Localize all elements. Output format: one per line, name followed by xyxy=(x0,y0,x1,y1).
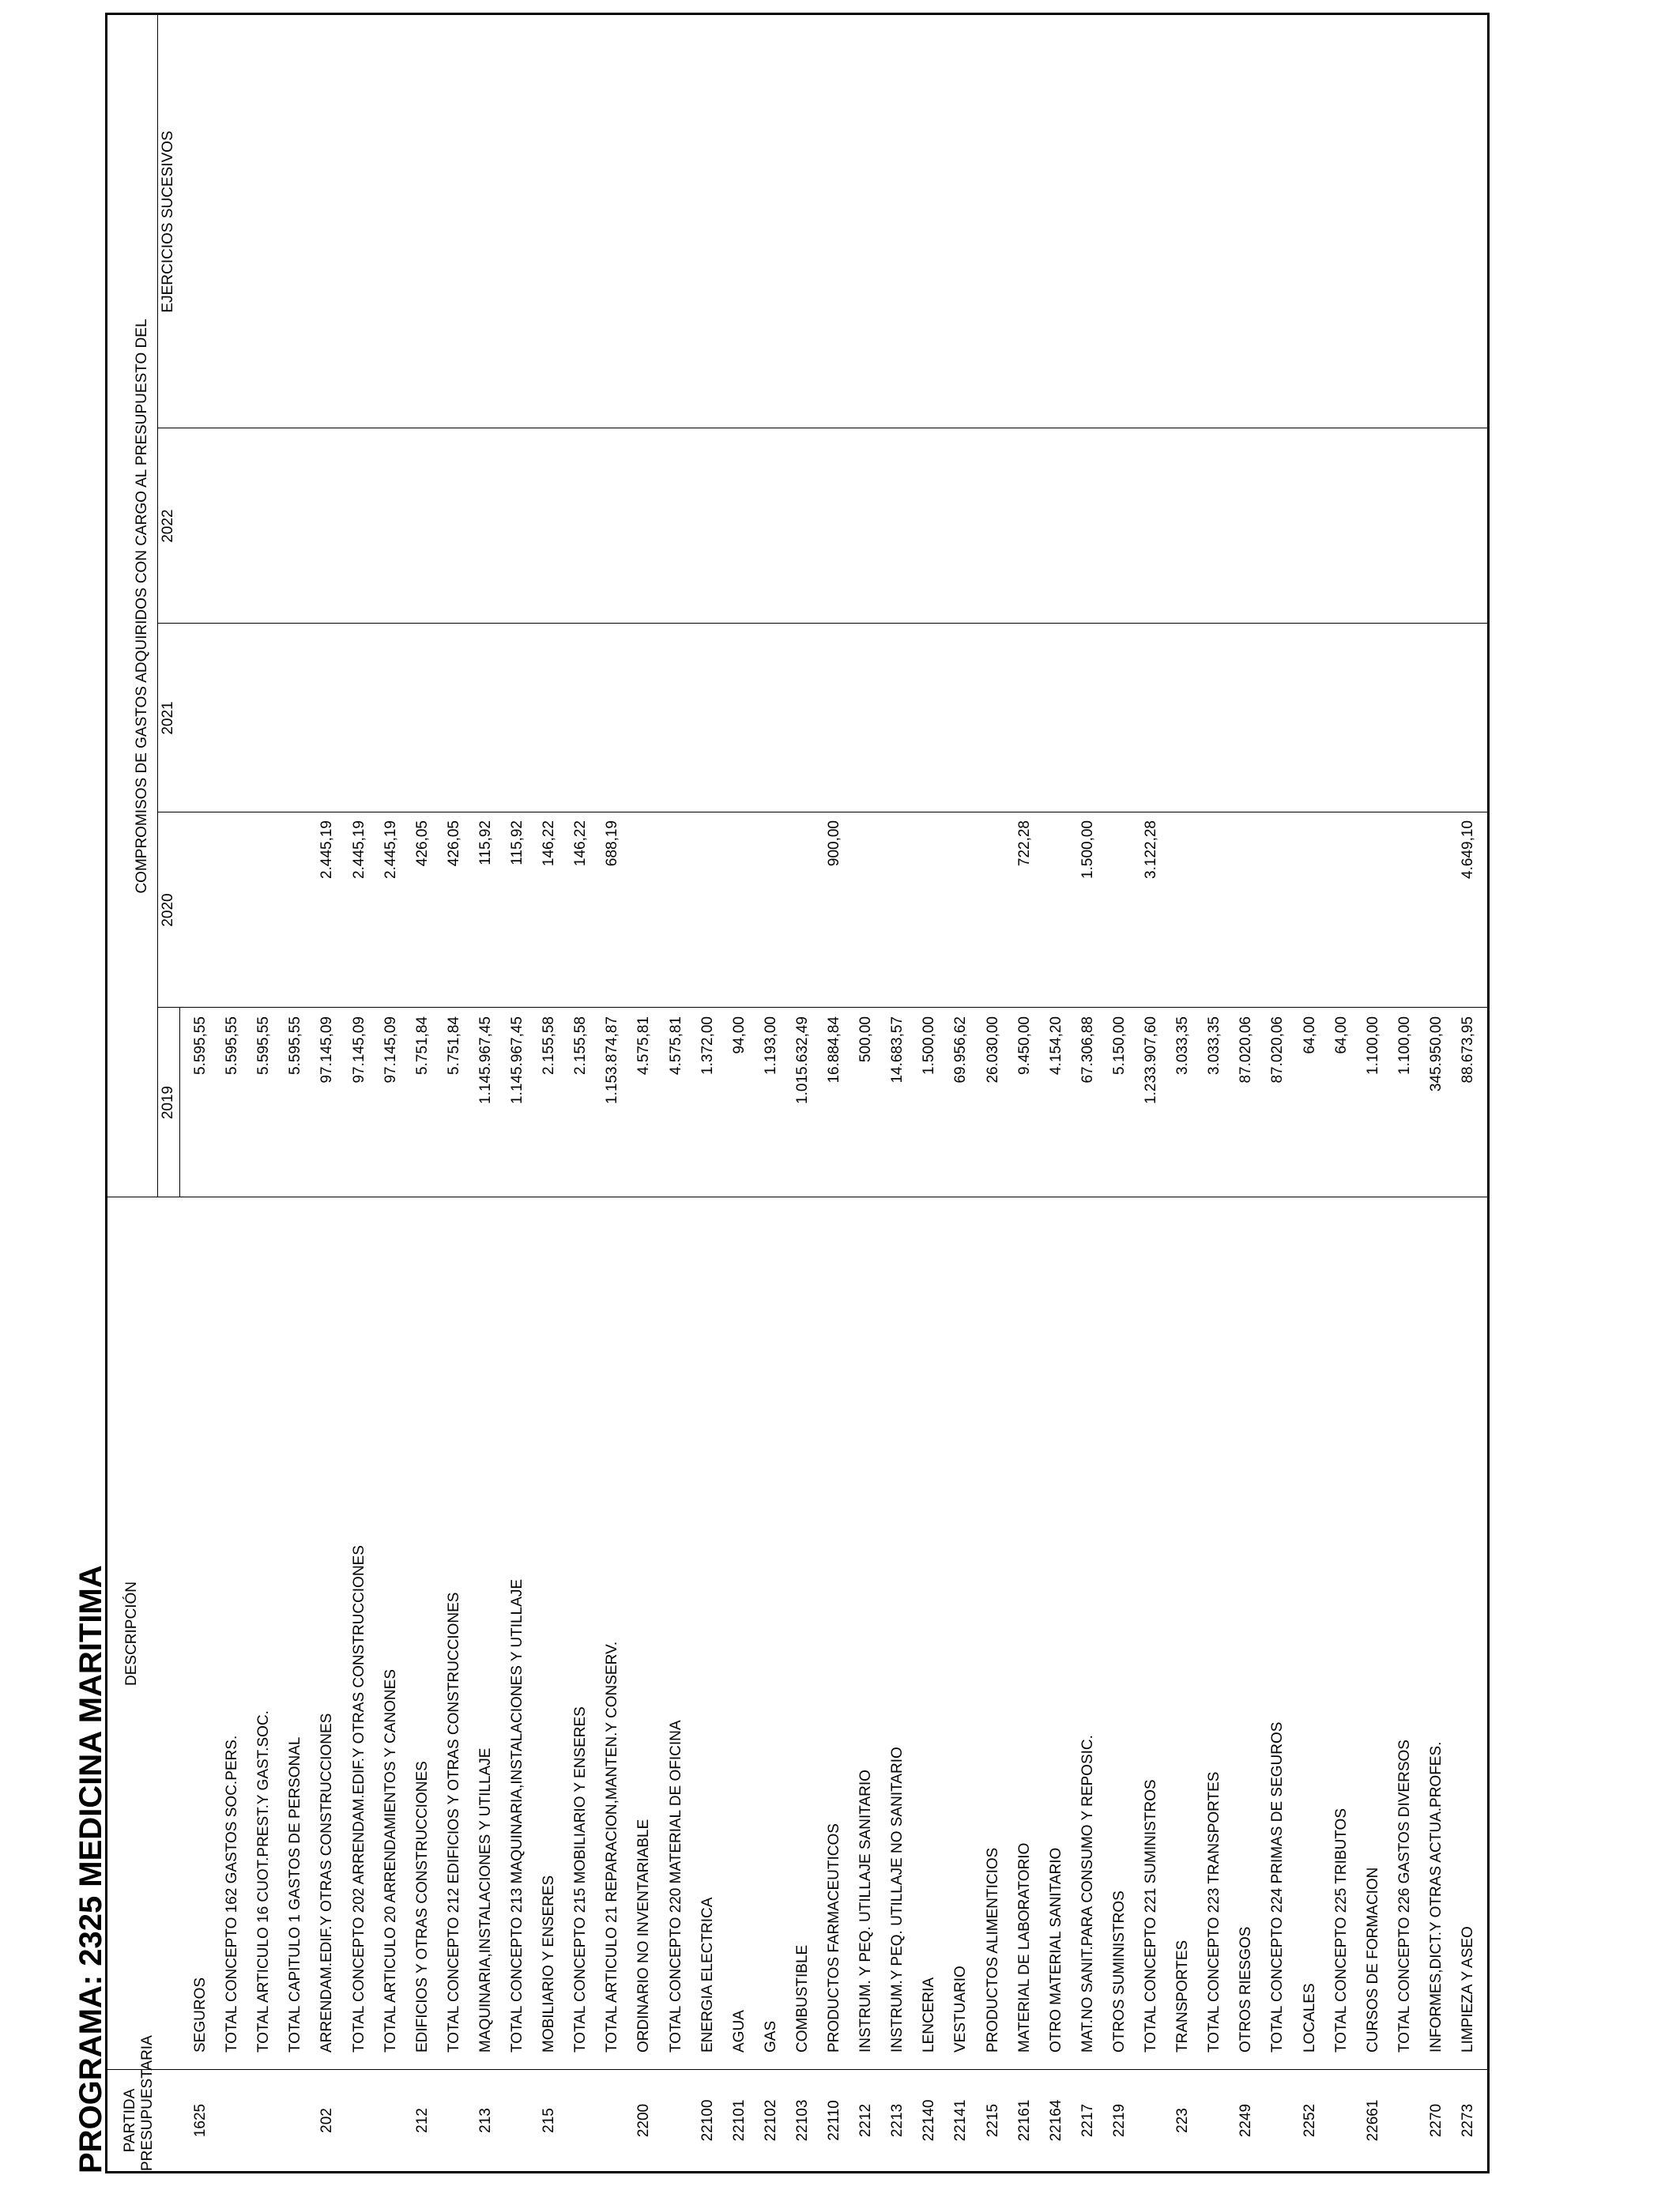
year-header-2020: 2020 xyxy=(160,893,176,927)
descripcion-header: DESCRIPCIÓN xyxy=(123,1581,140,1686)
description-cell: TOTAL ARTICULO 16 CUOT.PREST.Y GAST.SOC. xyxy=(255,1710,273,2053)
amount-2019-cell: 4.575,81 xyxy=(635,1016,653,1075)
amount-2019-cell: 87.020,06 xyxy=(1269,1016,1286,1084)
description-cell: LENCERIA xyxy=(921,1977,938,2053)
amount-2019-cell: 4.154,20 xyxy=(1047,1016,1064,1075)
description-cell: TOTAL ARTICULO 20 ARRENDAMIENTOS Y CANONES xyxy=(382,1669,399,2053)
partida-header-line2: PRESUPUESTARIA xyxy=(139,2035,156,2171)
description-cell: TOTAL CAPITULO 1 GASTOS DE PERSONAL xyxy=(287,1736,304,2053)
compromisos-header-divider xyxy=(157,15,158,1197)
amount-2019-cell: 16.884,84 xyxy=(826,1016,842,1084)
table-row xyxy=(878,15,910,2171)
amount-2019-cell: 1.145.967,45 xyxy=(477,1016,494,1104)
description-cell: OTRO MATERIAL SANITARIO xyxy=(1047,1847,1064,2053)
description-cell: TOTAL CONCEPTO 225 TRIBUTOS xyxy=(1332,1808,1350,2053)
amount-2019-cell: 64,00 xyxy=(1301,1016,1318,1054)
amount-2020-cell: 4.649,10 xyxy=(1460,820,1476,879)
amount-2019-cell: 1.233.907,60 xyxy=(1143,1016,1159,1104)
amount-2020-cell: 2.445,19 xyxy=(350,820,367,879)
table-row xyxy=(974,15,1005,2171)
partida-cell: 2217 xyxy=(1079,2103,1096,2138)
amount-2019-cell: 67.306,88 xyxy=(1079,1016,1096,1084)
description-cell: OTROS RIESGOS xyxy=(1237,1926,1255,2053)
amount-2019-cell: 87.020,06 xyxy=(1237,1016,1255,1084)
partida-cell: 213 xyxy=(477,2108,494,2133)
description-cell: TOTAL CONCEPTO 224 PRIMAS DE SEGUROS xyxy=(1269,1721,1286,2053)
table-row xyxy=(1068,15,1100,2171)
table-row xyxy=(466,15,498,2171)
partida-cell: 202 xyxy=(318,2108,336,2133)
amount-2019-cell: 5.595,55 xyxy=(224,1016,241,1075)
table-row xyxy=(1163,15,1195,2171)
amount-2019-cell: 88.673,95 xyxy=(1460,1016,1476,1084)
amount-2019-cell: 1.153.874,87 xyxy=(604,1016,621,1104)
partida-cell: 2270 xyxy=(1427,2103,1445,2138)
amount-2019-cell: 97.145,09 xyxy=(318,1016,336,1084)
partida-header xyxy=(122,2035,156,2171)
table-row xyxy=(1290,15,1322,2171)
amount-2020-cell: 3.122,28 xyxy=(1143,820,1159,879)
year-header-2019: 2019 xyxy=(160,1085,176,1120)
amount-2020-cell: 426,05 xyxy=(445,820,462,867)
table-row xyxy=(910,15,941,2171)
table-row xyxy=(498,15,529,2171)
partida-cell: 215 xyxy=(541,2108,558,2133)
partida-cell: 22100 xyxy=(699,2099,716,2142)
amount-2019-cell: 500,00 xyxy=(857,1016,875,1063)
amount-2020-cell: 115,92 xyxy=(509,820,525,865)
table-row xyxy=(1322,15,1354,2171)
amount-2019-cell: 26.030,00 xyxy=(984,1016,1001,1084)
partida-cell: 2200 xyxy=(635,2103,653,2138)
table-row xyxy=(720,15,751,2171)
description-cell: VESTUARIO xyxy=(952,1966,970,2053)
compromisos-header: COMPROMISOS DE GASTOS ADQUIRIDOS CON CARGO AL PRESUPUESTO DEL xyxy=(134,319,150,894)
description-cell: TOTAL CONCEPTO 215 MOBILIARIO Y ENSERES xyxy=(572,1706,590,2053)
description-cell: ORDINARIO NO INVENTARIABLE xyxy=(635,1819,653,2053)
amount-2020-cell: 146,22 xyxy=(541,820,558,867)
description-cell: CURSOS DE FORMACION xyxy=(1364,1867,1381,2053)
amount-2019-cell: 1.015.632,49 xyxy=(793,1016,811,1104)
description-cell: TOTAL CONCEPTO 162 GASTOS SOC.PERS. xyxy=(224,1735,241,2053)
amount-2019-cell: 5.751,84 xyxy=(413,1016,431,1075)
table-row xyxy=(657,15,688,2171)
description-cell: TOTAL CONCEPTO 202 ARRENDAM.EDIF.Y OTRAS CONSTRUCCIONES xyxy=(350,1545,367,2053)
table-row xyxy=(1100,15,1132,2171)
amount-2019-cell: 97.145,09 xyxy=(350,1016,367,1084)
description-cell: TOTAL CONCEPTO 213 MAQUINARIA,INSTALACIONES Y UTILLAJE xyxy=(509,1578,525,2053)
description-cell: GAS xyxy=(762,2020,779,2053)
table-row xyxy=(181,15,213,2171)
year-2019-header-underline xyxy=(179,1008,180,1197)
table-row xyxy=(593,15,624,2171)
amount-2019-cell: 94,00 xyxy=(730,1016,748,1054)
table-row xyxy=(941,15,973,2171)
description-cell: EDIFICIOS Y OTRAS CONSTRUCCIONES xyxy=(413,1761,431,2053)
amount-2019-cell: 2.155,58 xyxy=(541,1016,558,1075)
description-cell: LOCALES xyxy=(1301,1983,1318,2053)
amount-2019-cell: 5.595,55 xyxy=(287,1016,304,1075)
partida-cell: 22103 xyxy=(793,2099,811,2142)
amount-2020-cell: 2.445,19 xyxy=(318,820,336,879)
amount-2019-cell: 1.100,00 xyxy=(1396,1016,1413,1075)
description-cell: TOTAL CONCEPTO 221 SUMINISTROS xyxy=(1143,1779,1159,2053)
amount-2019-cell: 5.595,55 xyxy=(255,1016,273,1075)
description-cell: TOTAL CONCEPTO 220 MATERIAL DE OFICINA xyxy=(667,1720,684,2053)
amount-2019-cell: 97.145,09 xyxy=(382,1016,399,1084)
amount-2019-cell: 5.595,55 xyxy=(192,1016,209,1075)
description-cell: PRODUCTOS FARMACEUTICOS xyxy=(826,1823,842,2053)
table-row xyxy=(1385,15,1417,2171)
description-cell: TOTAL CONCEPTO 212 EDIFICIOS Y OTRAS CONSTRUCCIONES xyxy=(445,1592,462,2053)
amount-2019-cell: 1.193,00 xyxy=(762,1016,779,1075)
table-row xyxy=(340,15,371,2171)
partida-cell: 2213 xyxy=(889,2103,906,2138)
table-row xyxy=(403,15,435,2171)
amount-2019-cell: 2.155,58 xyxy=(572,1016,590,1075)
table-row xyxy=(1448,15,1480,2171)
table-row xyxy=(815,15,846,2171)
amount-2020-cell: 146,22 xyxy=(572,820,590,867)
amount-2020-cell: 115,92 xyxy=(477,820,494,865)
table-row xyxy=(1195,15,1226,2171)
table-row xyxy=(783,15,815,2171)
partida-cell: 2212 xyxy=(857,2103,875,2138)
table-row xyxy=(1005,15,1037,2171)
description-cell: MATERIAL DE LABORATORIO xyxy=(1015,1842,1033,2053)
partida-cell: 22661 xyxy=(1364,2099,1381,2142)
partida-header-line1: PARTIDA xyxy=(122,2088,138,2153)
description-cell: TOTAL ARTICULO 21 REPARACION,MANTEN.Y CONSERV. xyxy=(604,1641,621,2053)
description-cell: INSTRUM. Y PEQ. UTILLAJE SANITARIO xyxy=(857,1770,875,2053)
year-header-2022: 2022 xyxy=(160,509,176,543)
amount-2019-cell: 5.150,00 xyxy=(1110,1016,1128,1075)
table-row xyxy=(1258,15,1290,2171)
amount-2020-cell: 688,19 xyxy=(604,820,621,867)
table-row xyxy=(751,15,783,2171)
partida-cell: 22140 xyxy=(921,2099,938,2142)
partida-cell: 22102 xyxy=(762,2099,779,2142)
amount-2020-cell: 722,28 xyxy=(1015,820,1033,867)
partida-cell: 2273 xyxy=(1460,2103,1476,2138)
amount-2020-cell: 1.500,00 xyxy=(1079,820,1096,879)
table-row xyxy=(1417,15,1448,2171)
partida-cell: 22161 xyxy=(1015,2099,1033,2142)
description-cell: TRANSPORTES xyxy=(1174,1940,1192,2053)
partida-cell: 212 xyxy=(413,2108,431,2133)
description-cell: INSTRUM.Y PEQ. UTILLAJE NO SANITARIO xyxy=(889,1747,906,2053)
table-row xyxy=(276,15,307,2171)
table-row xyxy=(846,15,878,2171)
description-cell: ENERGIA ELECTRICA xyxy=(699,1897,716,2053)
partida-cell: 2215 xyxy=(984,2103,1001,2138)
table-row xyxy=(688,15,720,2171)
description-cell: AGUA xyxy=(730,2010,748,2053)
table-row xyxy=(307,15,339,2171)
amount-2019-cell: 345.950,00 xyxy=(1427,1016,1445,1092)
description-cell: MOBILIARIO Y ENSERES xyxy=(541,1875,558,2053)
amount-2019-cell: 14.683,57 xyxy=(889,1016,906,1084)
amount-2019-cell: 64,00 xyxy=(1332,1016,1350,1054)
amount-2019-cell: 1.145.967,45 xyxy=(509,1016,525,1104)
table-row xyxy=(1132,15,1163,2171)
table-row xyxy=(435,15,466,2171)
amount-2019-cell: 3.033,35 xyxy=(1206,1016,1223,1075)
partida-cell: 2249 xyxy=(1237,2103,1255,2138)
description-cell: OTROS SUMINISTROS xyxy=(1110,1891,1128,2053)
description-cell: COMBUSTIBLE xyxy=(793,1944,811,2053)
description-cell: TOTAL CONCEPTO 223 TRANSPORTES xyxy=(1206,1771,1223,2053)
partida-cell: 2252 xyxy=(1301,2103,1318,2138)
description-cell: MAT.NO SANIT.PARA CONSUMO Y REPOSIC. xyxy=(1079,1735,1096,2053)
budget-commitments-table xyxy=(105,13,1490,2173)
description-cell: LIMPIEZA Y ASEO xyxy=(1460,1926,1476,2053)
amount-2019-cell: 4.575,81 xyxy=(667,1016,684,1075)
amount-2019-cell: 9.450,00 xyxy=(1015,1016,1033,1075)
ejercicios-sucesivos-header: EJERCICIOS SUCESIVOS xyxy=(160,130,176,313)
table-row xyxy=(244,15,276,2171)
amount-2020-cell: 900,00 xyxy=(826,820,842,867)
table-row xyxy=(561,15,593,2171)
description-cell: INFORMES,DICT.Y OTRAS ACTUA.PROFES. xyxy=(1427,1741,1445,2053)
table-row xyxy=(529,15,561,2171)
description-cell: ARRENDAM.EDIF.Y OTRAS CONSTRUCCIONES xyxy=(318,1713,336,2053)
amount-2020-cell: 2.445,19 xyxy=(382,820,399,879)
description-cell: SEGUROS xyxy=(192,1977,209,2053)
table-row xyxy=(213,15,244,2171)
table-row xyxy=(1226,15,1258,2171)
table-row xyxy=(624,15,656,2171)
amount-2019-cell: 69.956,62 xyxy=(952,1016,970,1084)
partida-cell: 22164 xyxy=(1047,2099,1064,2142)
description-cell: MAQUINARIA,INSTALACIONES Y UTILLAJE xyxy=(477,1747,494,2053)
partida-cell: 22110 xyxy=(826,2100,842,2141)
amount-2019-cell: 1.500,00 xyxy=(921,1016,938,1075)
amount-2019-cell: 3.033,35 xyxy=(1174,1016,1192,1075)
description-cell: TOTAL CONCEPTO 226 GASTOS DIVERSOS xyxy=(1396,1740,1413,2053)
amount-2020-cell: 426,05 xyxy=(413,820,431,867)
partida-cell: 223 xyxy=(1174,2108,1192,2133)
year-header-2021: 2021 xyxy=(160,701,176,735)
amount-2019-cell: 1.372,00 xyxy=(699,1016,716,1075)
table-row xyxy=(1354,15,1385,2171)
partida-cell: 2219 xyxy=(1110,2103,1128,2138)
amount-2019-cell: 5.751,84 xyxy=(445,1016,462,1075)
partida-cell: 22101 xyxy=(730,2099,748,2142)
table-row xyxy=(371,15,403,2171)
table-row xyxy=(1037,15,1068,2171)
amount-2019-cell: 1.100,00 xyxy=(1364,1016,1381,1075)
program-title: PROGRAMA: 2325 MEDICINA MARITIMA xyxy=(73,1565,108,2173)
partida-cell: 22141 xyxy=(952,2099,970,2142)
partida-cell: 1625 xyxy=(192,2103,209,2138)
description-cell: PRODUCTOS ALIMENTICIOS xyxy=(984,1847,1001,2053)
